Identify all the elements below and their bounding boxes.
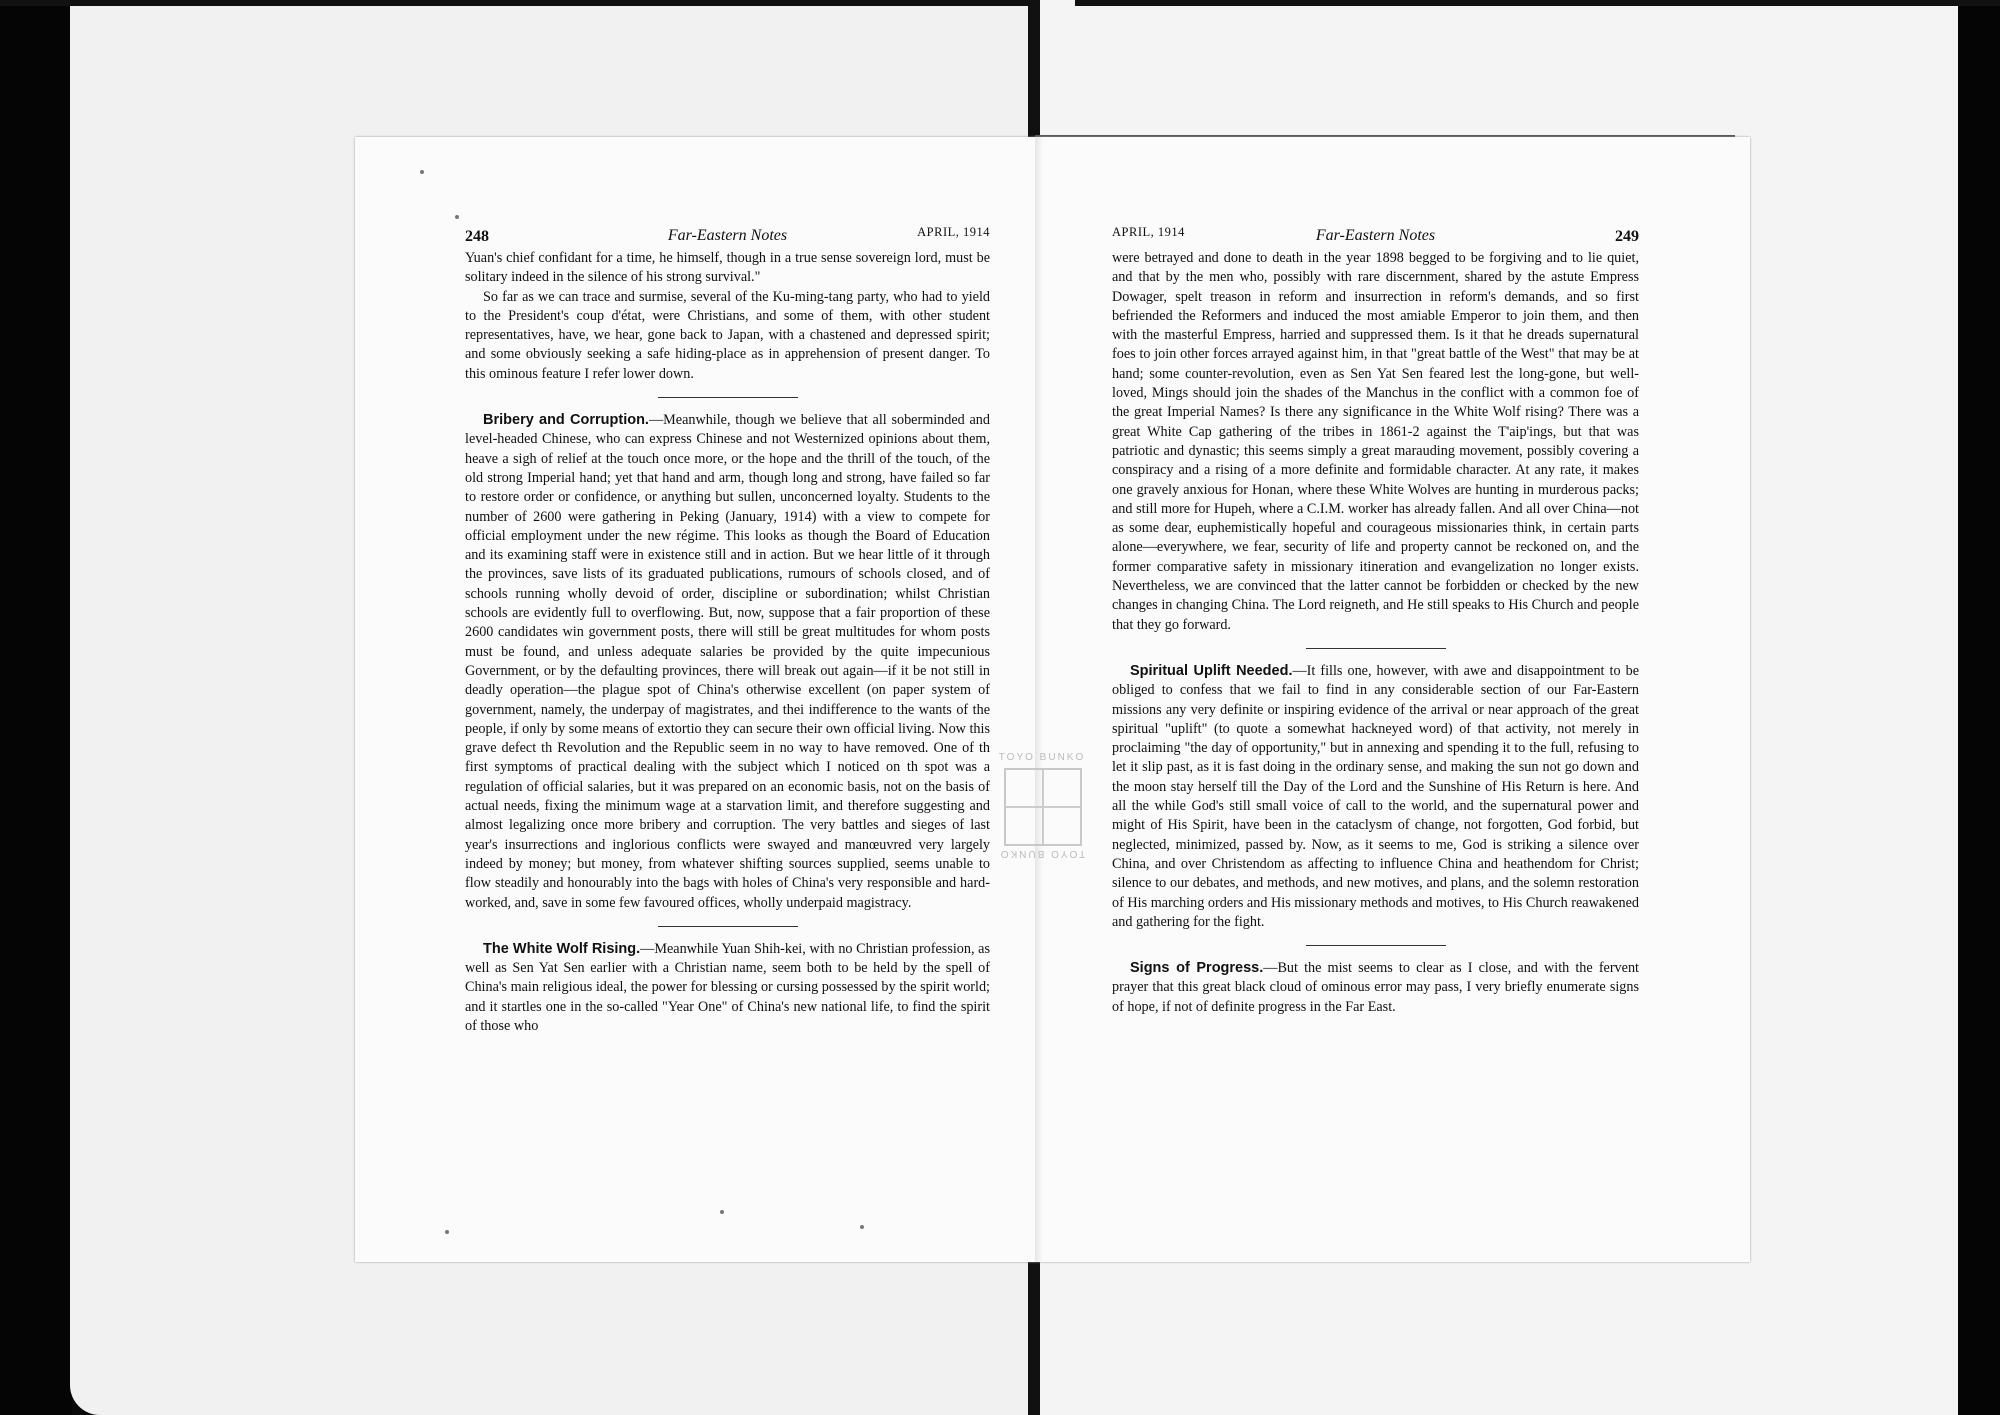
speck xyxy=(445,1230,449,1234)
speck xyxy=(455,215,459,219)
left-running-title: Far-Eastern Notes xyxy=(667,227,788,244)
section-white-wolf xyxy=(465,940,990,1036)
section-body-spiritual-uplift: —It fills one, however, with awe and disappointment to be obliged to confess that we fail to find in any considerable section of our Far-Eastern missions any very definite or inspiring evidence of the arrival or near approach of the great spiritual "uplift" (to quote a somewhat hackneyed word) of that activity, not merely in proclaiming "the day of opportunity," but in annexing and spending it to the full, refusing to let it slip past, as it is fast doing in the ordinary sense, and making the sun not go down and the moon stay herself till the Day of the Lord and the Sunshine of His Return is here. And all the while God's still small voice of call to the world, and the supernatural power and might of His Spirit, have been in the cataclysm of change, not forgotten, God forbid, but neglected, minimized, passed by. Now, as it seems to me, God is striking a silence over China, and over Christendom as affecting to influence China and heathendom for Christ; silence to our debates, and methods, and new motives, and plans, and the solemn restoration of His marching orders and His missionary methods and motives, to His Church reawakened and gathering for the fight. xyxy=(1112,662,1639,930)
right-page-number: 249 xyxy=(1615,228,1639,245)
section-signs-of-progress xyxy=(1112,959,1639,1017)
right-page-date: APRIL, 1914 xyxy=(1112,225,1185,239)
scan-edge-left xyxy=(0,0,72,1415)
stamp-top-text: TOYO BUNKO xyxy=(998,752,1086,763)
sheet-fold xyxy=(1035,137,1043,1262)
speck xyxy=(860,1225,864,1229)
top-edge-left xyxy=(0,0,1030,6)
left-running-head xyxy=(465,215,990,245)
section-heading-spiritual-uplift: Spiritual Uplift Needed. xyxy=(1130,662,1293,679)
left-intro-paragraph-2: So far as we can trace and surmise, several of the Ku-ming-tang party, who had to yield to the President's coup d'état, were Christians, and some of them, with other student representatives, have, we hear, gone back to Japan, with a chastened and depressed spirit; and some obviously seeking a safe hiding-place as in apprehension of present danger. To this ominous feature I refer lower down. xyxy=(465,288,990,382)
left-page-date: APRIL, 1914 xyxy=(917,225,990,239)
speck xyxy=(720,1210,724,1214)
right-page xyxy=(1112,215,1639,1017)
speck xyxy=(420,170,424,174)
top-edge-right xyxy=(1075,0,2000,6)
section-heading-bribery: Bribery and Corruption. xyxy=(483,412,649,429)
left-intro-paragraph-1: Yuan's chief confidant for a time, he himself, though in a true sense sovereign lord, must be solitary indeed in the silence of his strong survival." xyxy=(465,250,990,286)
section-heading-white-wolf: The White Wolf Rising. xyxy=(483,940,641,957)
section-divider xyxy=(658,926,798,927)
section-divider xyxy=(1306,648,1446,649)
section-divider xyxy=(658,397,798,398)
left-page-number: 248 xyxy=(465,228,489,245)
section-body-white-wolf: —Meanwhile Yuan Shih-kei, with no Christian profession, as well as Sen Yat Sen earlier with a Christian name, seem both to be held by the spell of China's main religious ideal, the power for blessing or cursing possessed by the spirit world; and it startles one in the so-called "Year One" of China's new national life, to find the spirit of those who xyxy=(465,940,990,1034)
right-running-head xyxy=(1112,215,1639,245)
stamp-bottom-text: TOYO BUNKO xyxy=(998,848,1086,859)
right-continuation-paragraph: were betrayed and done to death in the year 1898 begged to be forgiving and to lie quiet, and that by the men who, possibly with rare discernment, shared by the astute Empress Dowager, spelt treason in reform and insurrection in reform's demands, and so first befriended the Reformers and induced the most amiable Emperor to join them, and then with the masterful Empress, harried and suppressed them. Is it that he dreads supernatural foes to join other forces arrayed against him, in that "great battle of the West" that may be at hand; some counter-revolution, even as Sen Yat Sen feared lest the long-gone, but well-loved, Mings should join the shades of the Manchus in the conflict with a common foe of the great Imperial Names? Is there any significance in the White Wolf rising? There was a great White Cap gathering of the tribes in 1861-2 against the T'aip'ings, but that was patriotic and dynastic; this seems simply a great marauding movement, possibly covering a conspiracy and a rising of a more definite and formidable character. At any rate, it makes one gravely anxious for Honan, where these White Wolves are hunting in murderous packs; and still more for Hupeh, where a C.I.M. worker has already fallen. And all over China—not as some dear, euphemistically hopeful and courageous missionaries think, in certain parts alone—everywhere, we fear, security of life and property cannot be reckoned on, and the former comparative safety in missionary itineration and evangelization no longer exists. Nevertheless, we are convinced that the latter cannot be forbidden or checked by the new changes in changing China. The Lord reigneth, and He still speaks to His Church and people that they go forward. xyxy=(1112,250,1639,633)
section-bribery xyxy=(465,411,990,913)
section-divider xyxy=(1306,945,1446,946)
section-body-signs-of-progress: —But the mist seems to clear as I close, and with the fervent prayer that this great black cloud of ominous error may pass, I very briefly enumerate signs of hope, if not of definite progress in the Far East. xyxy=(1112,960,1639,1015)
left-page xyxy=(465,215,990,1036)
scan-edge-right xyxy=(1958,0,2000,1415)
section-spiritual-uplift xyxy=(1112,662,1639,932)
library-stamp xyxy=(990,752,1094,864)
section-heading-signs-of-progress: Signs of Progress. xyxy=(1130,960,1264,977)
stamp-seal-icon xyxy=(1004,768,1082,846)
section-body-bribery: —Meanwhile, though we believe that all soberminded and level-headed Chinese, who can express Chinese and not Westernized opinions about them, heave a sigh of relief at the touch once more, or the hope and the thrill of the touch, of the old strong Imperial hand; yet that hand and arm, though long and strong, have failed so far to restore order or confidence, or anything but sullen, unconcerned loyalty. Students to the number of 2600 were gathering in Peking (January, 1914) with a view to compete for official employment under the new régime. This looks as though the Board of Education and its examining staff were in existence still and in action. But we hear little of it through the provinces, save lists of its graduated publications, rumours of schools closed, and of schools running wholly devoid of order, discipline or subordination; whilst Christian schools are evidently full to overflowing. But, now, suppose that a fair proportion of these 2600 candidates win government posts, there will still be great multitudes for whom posts must be found, and unless adequate salaries be provided by the quite impecunious Government, or by the defaulting provinces, there will break out again—if it be not still in deadly operation—the plague spot of China's otherwise excellent (on paper system of government, namely, the underpay of magistrates, and thei indifference to the wants of the people, if only by some means of extortio they can secure their own official living. Now this grave defect th Revolution and the Republic seem in no way to have removed. One of th first symptoms of practical dealing with the subject which I noticed on th spot was a regulation of official salaries, but it was prepared on an economic basis, not on the basis of actual needs, fixing the minimum wage at a starvation limit, and therefore suggesting and almost legalizing once more bribery and corruption. The very battles and sieges of last year's insurrections and inglorious conflicts were swayed and manœuvred very largely indeed by money; but money, from whatever shifting sources supplied, seems unable to flow steadily and honourably into the bags with holes of China's very responsible and hard-worked, and, save in some few favoured offices, wholly underpaid magistracy. xyxy=(465,412,990,911)
right-running-title: Far-Eastern Notes xyxy=(1315,227,1436,244)
